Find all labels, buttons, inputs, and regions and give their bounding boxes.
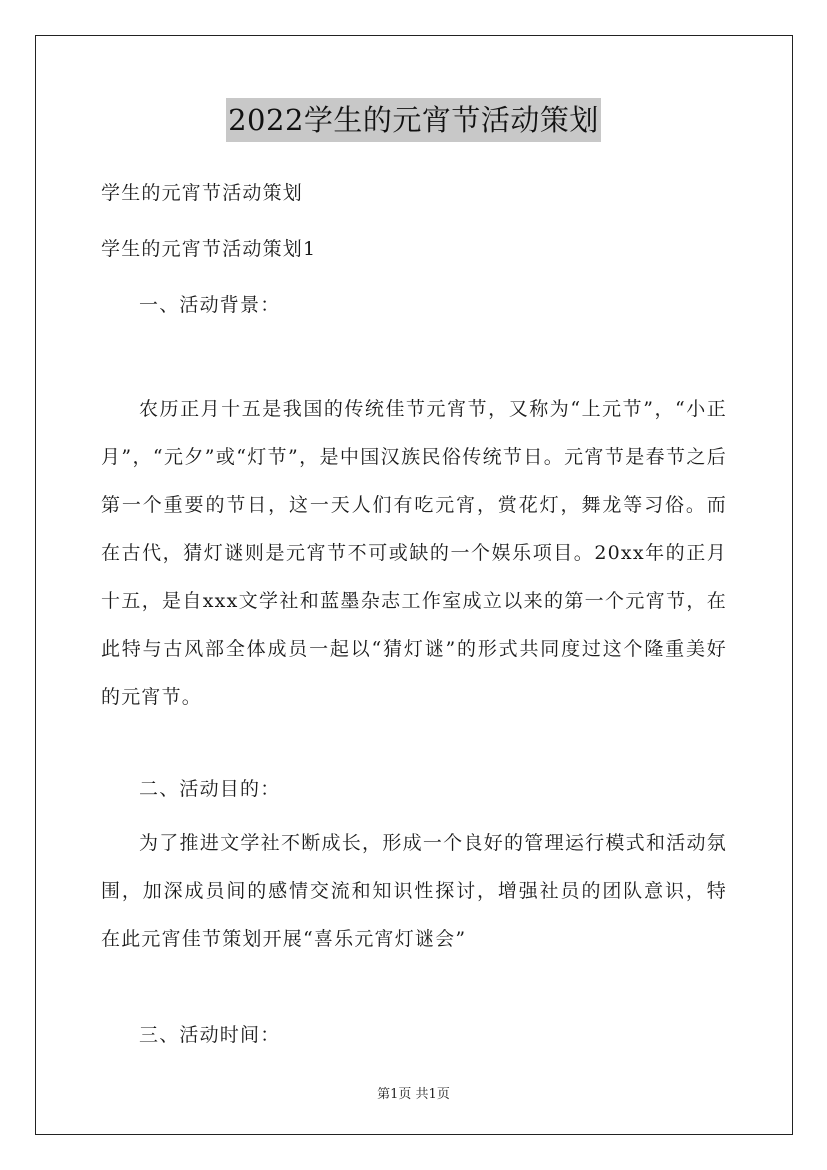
- section-heading: 学生的元宵节活动策划1: [101, 238, 317, 260]
- heading-purpose: 二、活动目的：: [139, 778, 281, 800]
- document-subtitle: 学生的元宵节活动策划: [101, 182, 304, 204]
- title-container: [0, 98, 827, 142]
- paragraph-purpose: 为了推进文学社不断成长，形成一个良好的管理运行模式和活动氛围，加深成员间的感情交流和知识性探讨，增强社员的团队意识，特在此元宵佳节策划开展“喜乐元宵灯谜会”: [101, 832, 727, 950]
- document-title: 2022学生的元宵节活动策划: [226, 98, 601, 142]
- heading-background: 一、活动背景：: [139, 294, 281, 316]
- paragraph-background: 农历正月十五是我国的传统佳节元宵节，又称为“上元节”，“小正月”，“元夕”或“灯节”，是中国汉族民俗传统节日。元宵节是春节之后第一个重要的节日，这一天人们有吃元宵，赏花灯，舞龙等习俗。而在古代，猜灯谜则是元宵节不可或缺的一个娱乐项目。20xx年的正月十五，是自xxx文学社和蓝墨杂志工作室成立以来的第一个元宵节，在此特与古风部全体成员一起以“猜灯谜”的形式共同度过这个隆重美好的元宵节。: [101, 398, 727, 708]
- page-number: 第1页 共1页: [377, 1087, 450, 1102]
- heading-time: 三、活动时间：: [139, 1024, 281, 1046]
